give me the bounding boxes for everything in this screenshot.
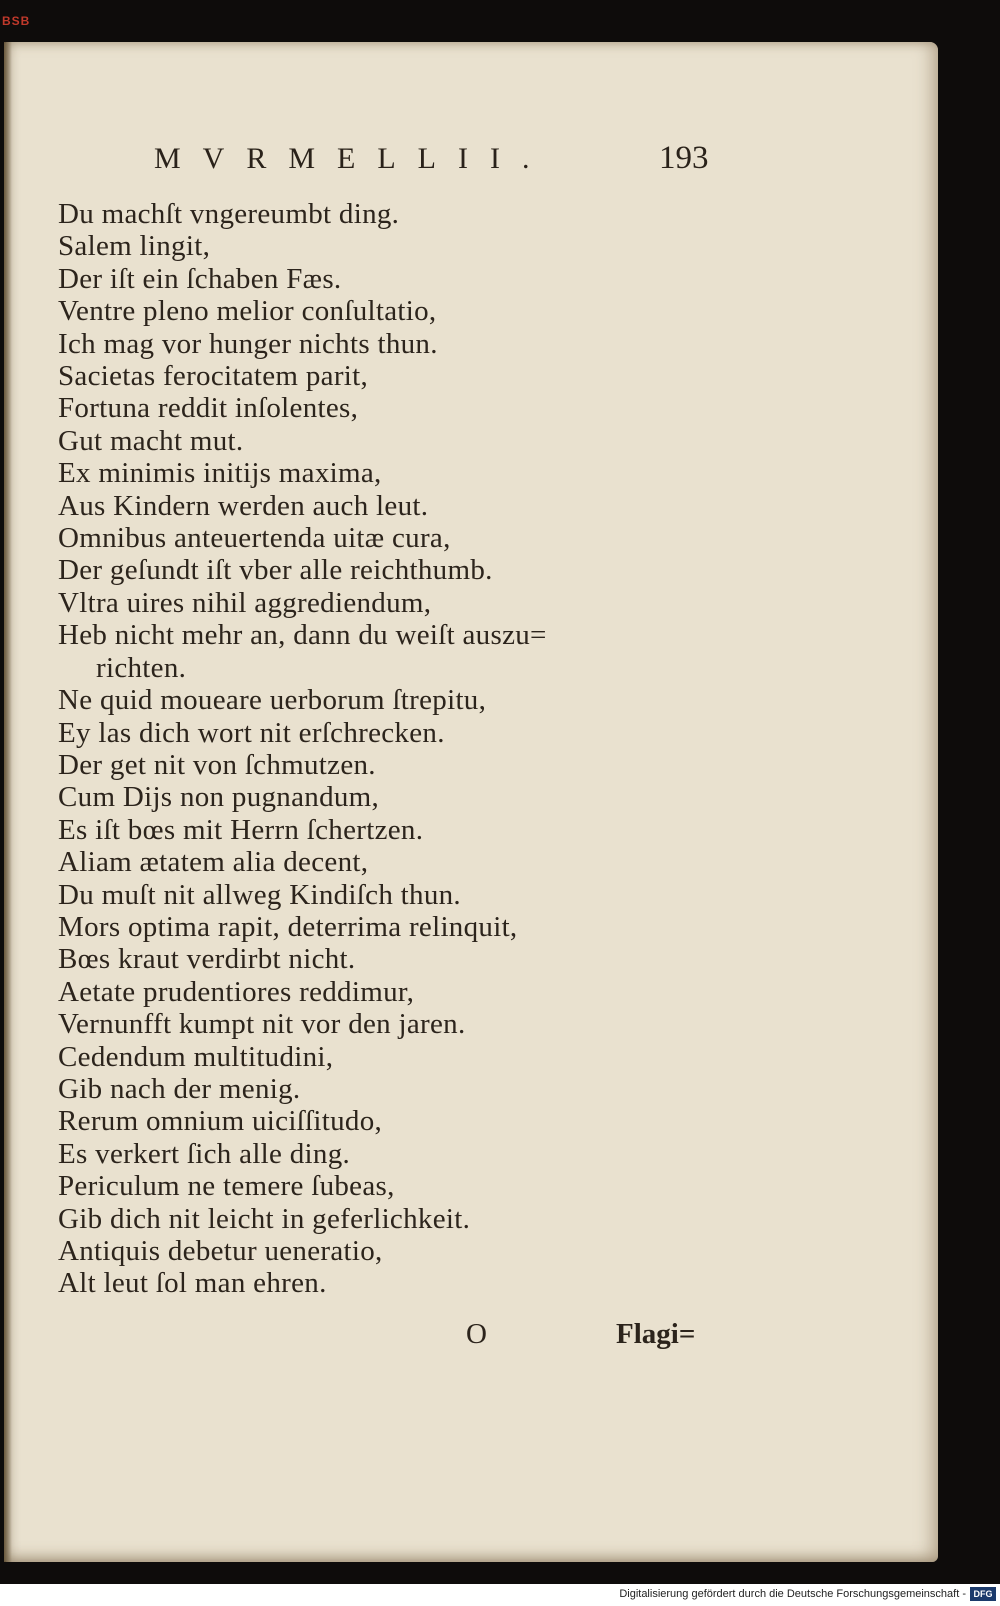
- text-line: Ey las dich wort nit erſchrecken.: [58, 716, 445, 749]
- dfg-logo: DFG: [970, 1587, 996, 1601]
- text-line: Gib dich nit leicht in geferlichkeit.: [58, 1202, 471, 1235]
- proverb-text-block: [58, 198, 718, 1300]
- running-head-title: MVRMELLII.: [154, 142, 552, 175]
- signature-mark: O: [466, 1318, 487, 1350]
- bsb-logo: BSB: [2, 14, 31, 28]
- text-line: Fortuna reddit inſolentes,: [58, 392, 359, 425]
- text-line: Mors optima rapit, deterrima relinquit,: [58, 910, 518, 943]
- text-line: Du muſt nit allweg Kindiſch thun.: [58, 878, 461, 911]
- page-edge-shadow: [4, 42, 12, 1562]
- text-line: Antiquis debetur ueneratio,: [58, 1235, 383, 1267]
- text-line: Heb nicht mehr an, dann du weiſt auszu=: [58, 619, 547, 652]
- text-line: Periculum ne temere ſubeas,: [58, 1170, 395, 1203]
- running-head: [154, 142, 714, 186]
- text-line: Cum Dijs non pugnandum,: [58, 781, 380, 814]
- catchword: Flagi=: [616, 1318, 696, 1350]
- catchline: [466, 1318, 726, 1358]
- text-line: Ich mag vor hunger nichts thun.: [58, 327, 438, 360]
- text-line: Vltra uires nihil aggrediendum,: [58, 586, 432, 619]
- text-line: Aliam ætatem alia decent,: [58, 846, 369, 879]
- text-line: Sacietas ferocitatem parit,: [58, 360, 369, 393]
- text-line: Ex minimis initijs maxima,: [58, 457, 382, 490]
- text-line: Es iſt bœs mit Herrn ſchertzen.: [58, 813, 424, 846]
- text-line: Aetate prudentiores reddimur,: [58, 975, 415, 1008]
- text-line: Alt leut ſol man ehren.: [58, 1267, 327, 1300]
- text-line: Ventre pleno melior conſultatio,: [58, 295, 437, 328]
- text-line: Aus Kindern werden auch leut.: [58, 489, 429, 522]
- text-line: Es verkert ſich alle ding.: [58, 1137, 351, 1170]
- text-line: richten.: [96, 651, 187, 684]
- text-line: Omnibus anteuertenda uitæ cura,: [58, 522, 451, 555]
- footer-note: Digitalisierung gefördert durch die Deutsche Forschungsgemeinschaft -: [619, 1588, 966, 1600]
- text-line: Cedendum multitudini,: [58, 1040, 334, 1073]
- text-line: Der get nit von ſchmutzen.: [58, 748, 376, 781]
- book-page: [4, 42, 938, 1562]
- text-line: Gut macht mut.: [58, 424, 244, 457]
- text-line: Rerum omnium uiciſſitudo,: [58, 1105, 383, 1138]
- footer-band: [0, 1584, 1000, 1606]
- page-number: 193: [659, 140, 709, 176]
- text-line: Ne quid moueare uerborum ſtrepitu,: [58, 684, 487, 717]
- text-line: Der iſt ein ſchaben Fæs.: [58, 262, 342, 295]
- text-line: Du machſt vngereumbt ding.: [58, 198, 400, 230]
- text-line: Gib nach der menig.: [58, 1072, 301, 1105]
- text-line: Vernunfft kumpt nit vor den jaren.: [58, 1008, 466, 1041]
- text-line: Der geſundt iſt vber alle reichthumb.: [58, 554, 493, 587]
- text-line: Bœs kraut verdirbt nicht.: [58, 943, 356, 976]
- text-line: Salem lingit,: [58, 230, 211, 263]
